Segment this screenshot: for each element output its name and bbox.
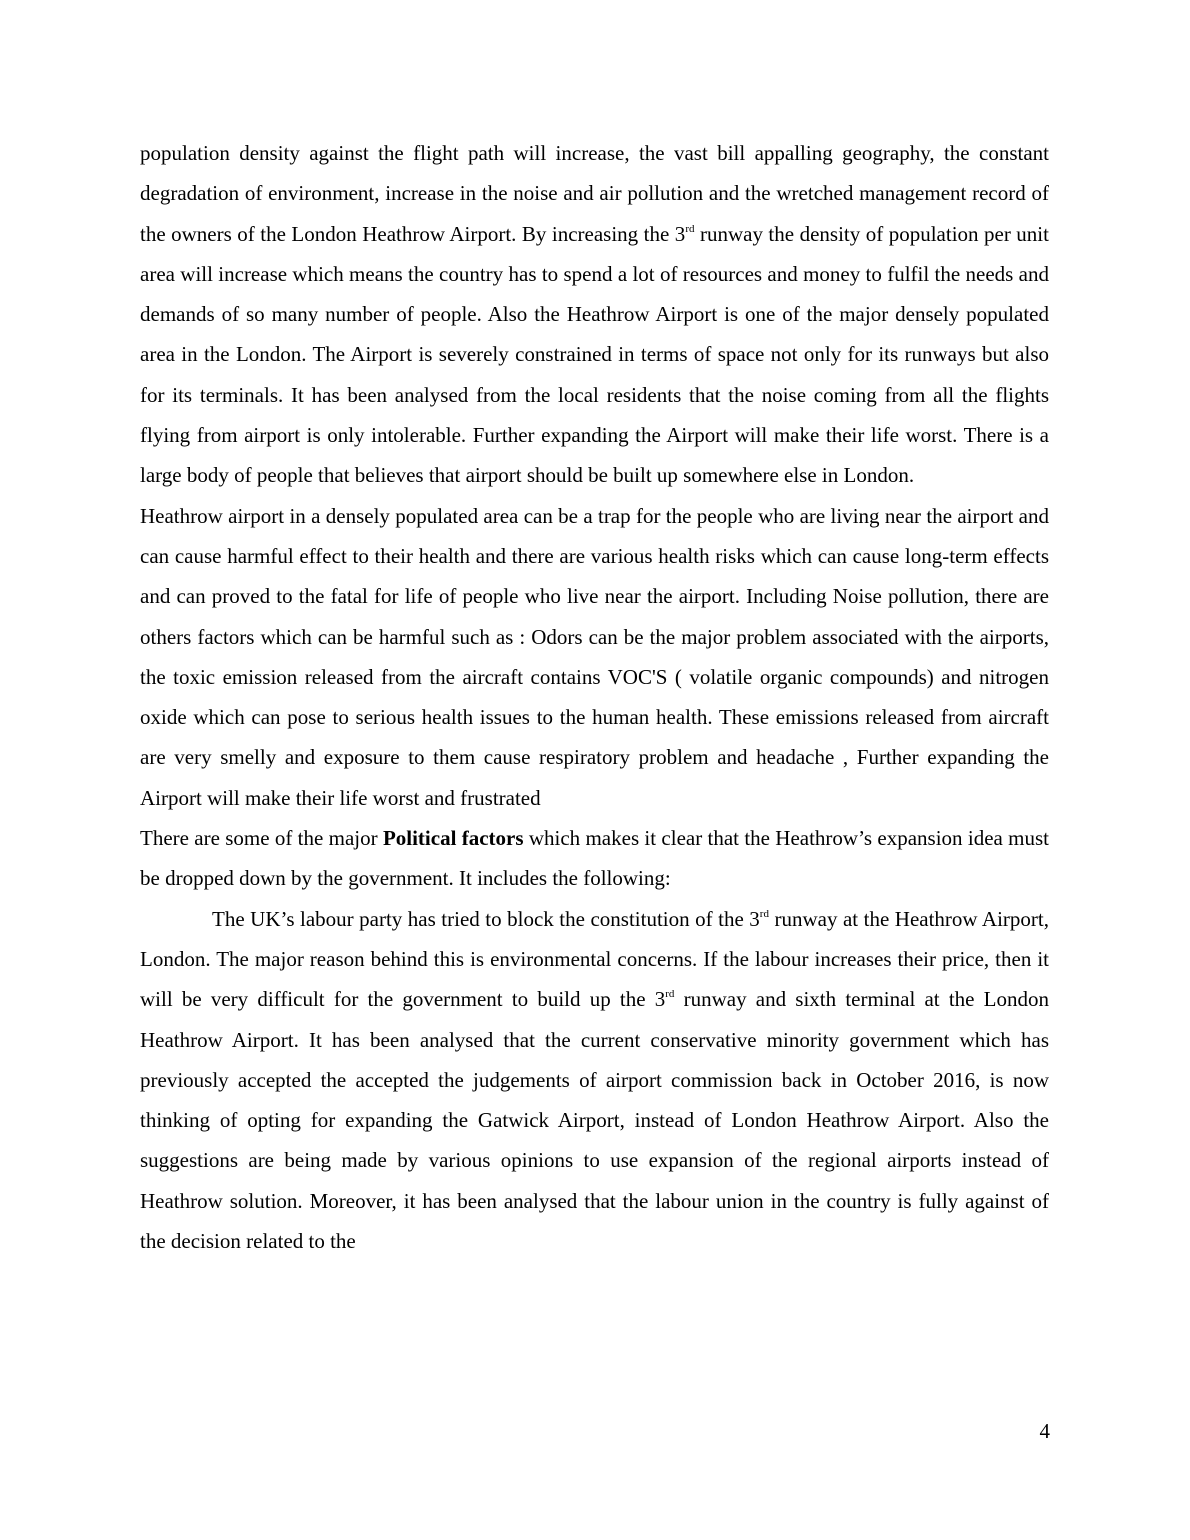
text-run: The UK’s labour party has tried to block the constitution of the 3	[212, 906, 760, 931]
text-run: runway the density of population per unit area will increase which means the country has to spend a lot of resources and money to fulfil the needs and demands of so many number of people. Also the Heathrow Airport is one of the major densely populated area in the London. The Airport is severely constrained in terms of space not only for its runways but also for its terminals. It has been analysed from the local residents that the noise coming from all the flights flying from airport is only intolerable. Further expanding the Airport will make their life worst. There is a large body of people that believes that airport should be built up somewhere else in London.	[140, 221, 1049, 488]
superscript-ordinal: rd	[665, 988, 675, 1001]
paragraph-labour-party	[140, 899, 1049, 1262]
text-run: runway at the Heathrow Airport, London. The major reason behind this is environmental concerns. If the labour increases their price, then it will be very difficult for the government to build up the 3	[140, 906, 1049, 1012]
text-run: population density against the flight path will increase, the vast bill appalling geography, the constant degradation of environment, increase in the noise and air pollution and the wretched management record of the owners of the London Heathrow Airport. By increasing the 3	[140, 141, 1049, 246]
text-run: which makes it clear that the Heathrow’s expansion idea must be dropped down by the government. It includes the following:	[140, 826, 1049, 891]
page-number: 4	[1039, 1419, 1050, 1443]
paragraph-health-risks: Heathrow airport in a densely populated area can be a trap for the people who are living near the airport and can cause harmful effect to their health and there are various health risks which can cause long-term effects and can proved to the fatal for life of people who live near the airport. Including Noise pollution, there are others factors which can be harmful such as : Odors can be the major problem associated with the airports, the toxic emission released from the aircraft contains VOC'S ( volatile organic compounds) and nitrogen oxide which can pose to serious health issues to the human health. These emissions released from aircraft are very smelly and exposure to them cause respiratory problem and headache , Further expanding the Airport will make their life worst and frustrated	[140, 503, 1049, 810]
text-run: runway and sixth terminal at the London Heathrow Airport. It has been analysed that the current conservative minority government which has previously accepted the accepted the judgements of airport commission back in October 2016, is now thinking of opting for expanding the Gatwick Airport, instead of London Heathrow Airport. Also the suggestions are being made by various opinions to use expansion of the regional airports instead of Heathrow solution. Moreover, it has been analysed that the labour union in the country is fully against of the decision related to the	[140, 987, 1049, 1254]
bold-term-political-factors: Political factors	[382, 826, 524, 851]
paragraph-political-factors	[140, 818, 1049, 899]
body-text	[140, 133, 1049, 1261]
text-run: There are some of the major	[140, 826, 383, 851]
superscript-ordinal: rd	[759, 907, 769, 920]
paragraph-flight-path-impacts	[140, 133, 1049, 496]
superscript-ordinal: rd	[685, 222, 695, 235]
